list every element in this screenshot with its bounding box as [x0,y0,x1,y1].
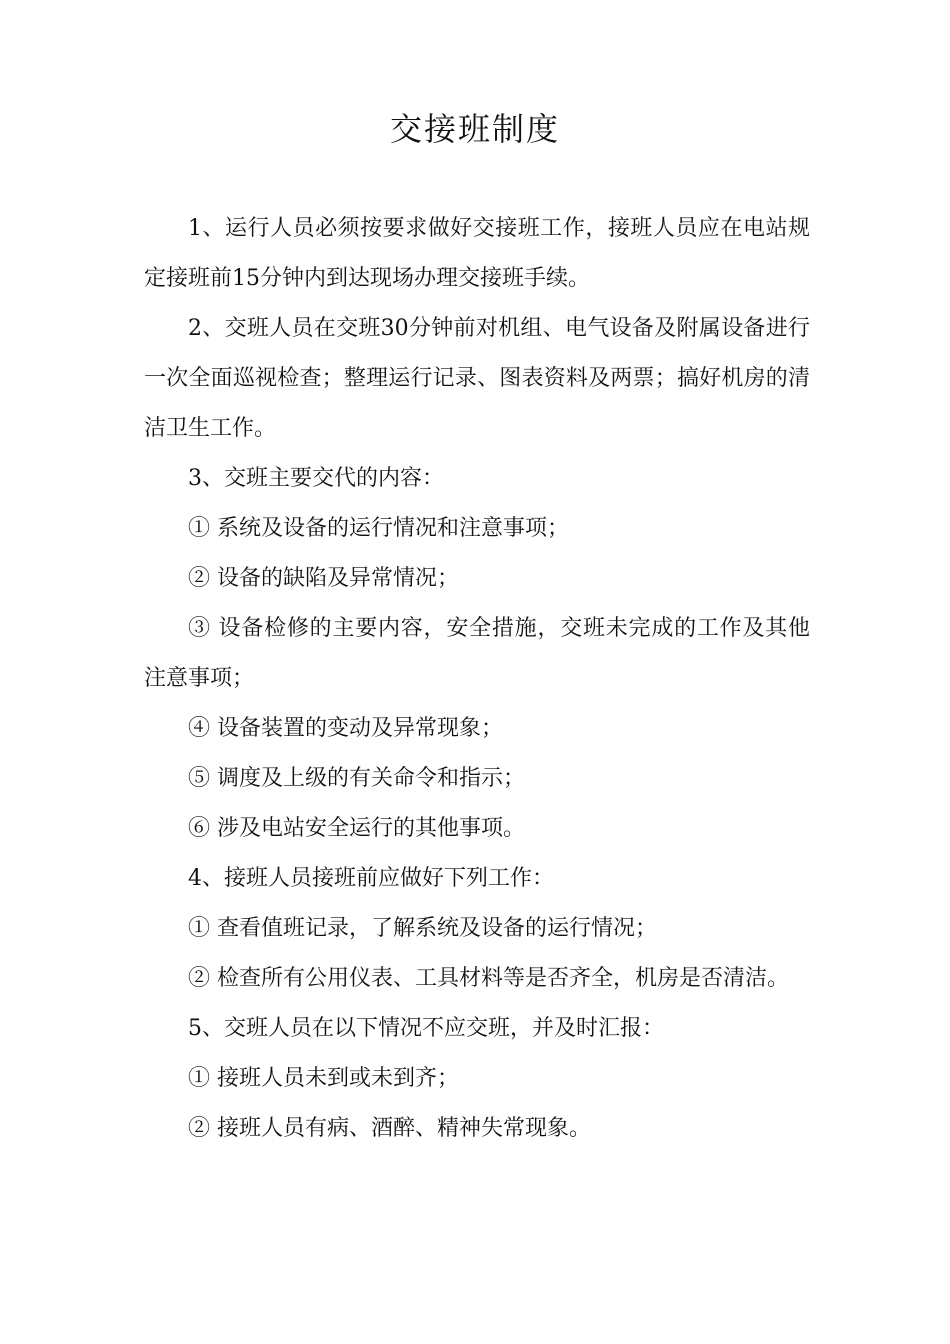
paragraph-8: ⑤ 调度及上级的有关命令和指示； [188,766,525,791]
document-title: 交接班制度 [389,110,560,148]
paragraph-1: 1、运行人员必须按要求做好交接班工作，接班人员应在电站规定接班前15分钟内到达现场办理交接班手续。 [144,216,810,291]
paragraph-4: ① 系统及设备的运行情况和注意事项； [188,516,569,541]
paragraph-5: ② 设备的缺陷及异常情况； [188,566,459,591]
paragraph-15: ② 接班人员有病、酒醉、精神失常现象。 [188,1116,591,1141]
paragraph-13: 5、交班人员在以下情况不应交班，并及时汇报： [188,1016,664,1041]
paragraph-9: ⑥ 涉及电站安全运行的其他事项。 [188,816,525,841]
paragraph-2: 2、交班人员在交班30分钟前对机组、电气设备及附属设备进行一次全面巡视检查；整理运行记录、图表资料及两票；搞好机房的清洁卫生工作。 [144,316,810,441]
paragraph-7: ④ 设备装置的变动及异常现象； [188,716,503,741]
paragraph-12: ② 检查所有公用仪表、工具材料等是否齐全，机房是否清洁。 [188,966,789,991]
paragraph-14: ① 接班人员未到或未到齐； [188,1066,459,1091]
paragraph-10: 4、接班人员接班前应做好下列工作： [188,866,554,891]
document-body [144,204,810,1154]
paragraph-6: ③ 设备检修的主要内容，安全措施，交班未完成的工作及其他注意事项； [144,616,810,691]
paragraph-3: 3、交班主要交代的内容： [188,466,444,491]
paragraph-11: ① 查看值班记录，了解系统及设备的运行情况； [188,916,657,941]
